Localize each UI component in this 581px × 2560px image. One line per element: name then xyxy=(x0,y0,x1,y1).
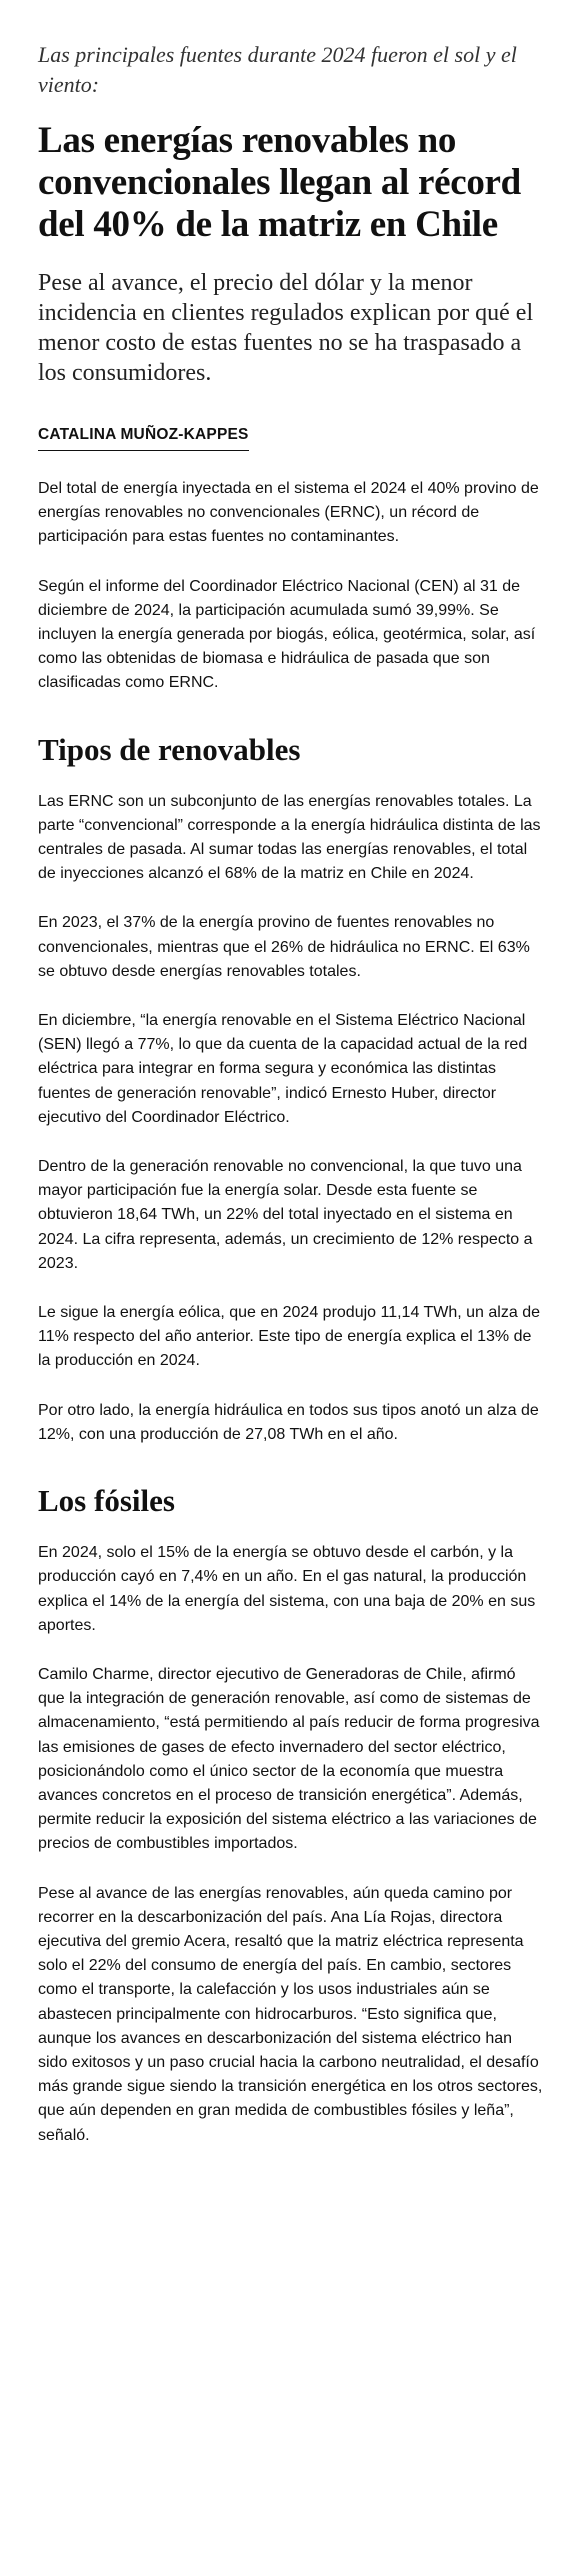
body-paragraph: Camilo Charme, director ejecutivo de Generadoras de Chile, afirmó que la integración de generación renovable, así como de sistemas de almacenamiento, “está permitiendo al país reducir de forma progresiva las emisiones de gases de efecto invernadero del sector eléctrico, posicionándolo como el único sector de la economía que muestra avances concretos en el proceso de transición energética”. Además, permite reducir la exposición del sistema eléctrico a las variaciones de precios de combustibles importados. xyxy=(38,1665,540,1853)
body-paragraph: Dentro de la generación renovable no convencional, la que tuvo una mayor participación fue la energía solar. Desde esta fuente se obtuvieron 18,64 TWh, un 22% del total inyectado en el sistema en 2024. La cifra representa, además, un crecimiento de 12% respecto a 2023. xyxy=(38,1158,533,1272)
body-paragraph: En 2023, el 37% de la energía provino de fuentes renovables no convencionales, mientras que el 26% de hidráulica no ERNC. El 63% se obtuvo desde energías renovables totales. xyxy=(38,914,530,980)
body-paragraph: Pese al avance de las energías renovables, aún queda camino por recorrer en la descarbonización del país. Ana Lía Rojas, directora ejecutiva del gremio Acera, resaltó que la matriz eléctrica representa solo el 22% del consumo de energía del país. En cambio, sectores como el transporte, la calefacción y los usos industriales aún se abastecen principalmente con hidrocarburos. “Esto significa que, aunque los avances en descarbonización del sistema eléctrico han sido exitosos y un paso crucial hacia la carbono neutralidad, el desafío más grande sigue siendo la transición energética en los otros sectores, que aún dependen en gran medida de combustibles fósiles y leña”, señaló. xyxy=(38,1884,543,2144)
section-tipos-de-renovables xyxy=(38,732,543,1447)
section-heading: Los fósiles xyxy=(38,1483,175,1519)
body-paragraph: Según el informe del Coordinador Eléctrico Nacional (CEN) al 31 de diciembre de 2024, la participación acumulada sumó 39,99%. Se incluyen la energía generada por biogás, eólica, geotérmica, solar, así como las obtenidas de biomasa e hidráulica de pasada que son clasificadas como ERNC. xyxy=(38,577,536,692)
body-paragraph: Le sigue la energía eólica, que en 2024 produjo 11,14 TWh, un alza de 11% respecto del año anterior. Este tipo de energía explica el 13% de la producción en 2024. xyxy=(38,1304,540,1370)
body-paragraph: Las ERNC son un subconjunto de las energías renovables totales. La parte “convencional” corresponde a la energía hidráulica distinta de las centrales de pasada. Al sumar todas las energías renovables, el total de inyecciones alcanzó el 68% de la matriz en Chile en 2024. xyxy=(38,792,541,883)
article-kicker: Las principales fuentes durante 2024 fueron el sol y el viento: xyxy=(38,42,517,97)
body-paragraph: Por otro lado, la energía hidráulica en todos sus tipos anotó un alza de 12%, con una producción de 27,08 TWh en el año. xyxy=(38,1401,539,1443)
body-paragraph: En 2024, solo el 15% de la energía se obtuvo desde el carbón, y la producción cayó en 7,4% en un año. En el gas natural, la producción explica el 14% de la energía del sistema, con una baja de 20% en sus aportes. xyxy=(38,1544,536,1634)
article-deck: Pese al avance, el precio del dólar y la menor incidencia en clientes regulados explican por qué el menor costo de estas fuentes no se ha traspasado a los consumidores. xyxy=(38,270,534,386)
article-headline: Las energías renovables no convencionales llegan al récord del 40% de la matriz en Chile xyxy=(38,120,521,245)
body-paragraph: En diciembre, “la energía renovable en el Sistema Eléctrico Nacional (SEN) llegó a 77%, lo que da cuenta de la capacidad actual de la red eléctrica para integrar en forma segura y económica las distintas fuentes de generación renovable”, indicó Ernesto Huber, director ejecutivo del Coordinador Eléctrico. xyxy=(38,1012,528,1126)
section-los-fosiles xyxy=(38,1483,543,2148)
article-intro xyxy=(38,477,543,696)
body-paragraph: Del total de energía inyectada en el sistema el 2024 el 40% provino de energías renovables no convencionales (ERNC), un récord de participación para estas fuentes no contaminantes. xyxy=(38,480,539,546)
section-heading: Tipos de renovables xyxy=(38,731,301,767)
author-byline-link[interactable]: CATALINA MUÑOZ-KAPPES xyxy=(38,426,249,451)
